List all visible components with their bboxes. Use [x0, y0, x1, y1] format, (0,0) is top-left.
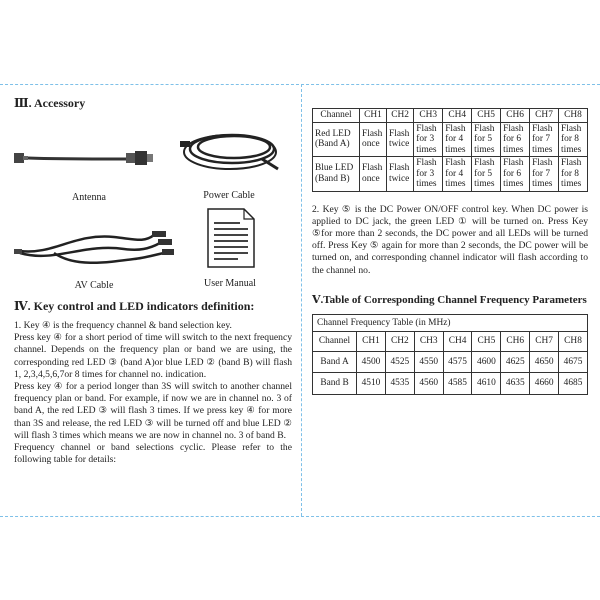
frequency-cell: 4610: [472, 373, 501, 395]
led-table-row-blue: [313, 157, 588, 192]
frequency-table: [312, 314, 588, 395]
frequency-cell: 4600: [472, 351, 501, 373]
led-table-header-cell: CH2: [387, 109, 414, 123]
led-row-label-blue: Blue LED (Band B): [313, 157, 360, 192]
frequency-cell: 4585: [443, 373, 472, 395]
frequency-cell: 4625: [501, 351, 530, 373]
frequency-cell: 4525: [385, 351, 414, 373]
led-table-header-cell: CH8: [559, 109, 588, 123]
accessory-grid: [14, 119, 292, 291]
frequency-header-cell: CH3: [414, 332, 443, 352]
key4-long-press: Press key ④ for a period longer than 3S will switch to another channel frequency plan or band. For example, if now we are in channel no. 3 of band A, the red LED ③ will flash 3 times. If we press key ④ for more than 3S and release, the red LED ③ will be turned off and blue LED ② will flash 3 times which means we are now in channel no. 3 of band B.: [14, 381, 292, 441]
accessory-user-manual: [194, 207, 266, 289]
accessory-label-antenna: Antenna: [72, 192, 106, 203]
led-cell: Flash once: [360, 122, 387, 157]
led-cell: Flash for 7 times: [530, 157, 559, 192]
frequency-cell: 4685: [559, 373, 588, 395]
key4-short-press: Press key ④ for a short period of time will switch to the next frequency channel. Depends on the frequency plan or band we are using, the corresponding red LED ③ (band A)or blue LED ② (band B) will flash 1, 2,3,4,5,6,7or 8 times for channel no. indication.: [14, 332, 292, 380]
frequency-header-cell: CH4: [443, 332, 472, 352]
led-table-header-cell: CH3: [414, 109, 443, 123]
frequency-cell: 4575: [443, 351, 472, 373]
led-table-header-cell: Channel: [313, 109, 360, 123]
frequency-cell: 4650: [530, 351, 559, 373]
accessory-label-av-cable: AV Cable: [74, 280, 114, 291]
frequency-table-heading: Ⅴ.Table of Corresponding Channel Frequency Parameters: [312, 293, 587, 306]
bottom-dashed-rule: [0, 516, 600, 517]
frequency-cell: 4550: [414, 351, 443, 373]
frequency-cell: 4535: [385, 373, 414, 395]
led-indicator-table: [312, 108, 588, 192]
frequency-table-title: Channel Frequency Table (in MHz): [313, 314, 588, 332]
frequency-cell: 4635: [501, 373, 530, 395]
frequency-header-cell: CH1: [357, 332, 386, 352]
av-cable-image: [14, 223, 174, 271]
frequency-table-header-row: [313, 332, 588, 352]
led-cell: Flash for 3 times: [414, 122, 443, 157]
led-table-header-cell: CH1: [360, 109, 387, 123]
led-cell: Flash for 3 times: [414, 157, 443, 192]
frequency-row-band-b: [313, 373, 588, 395]
frequency-cell: 4660: [530, 373, 559, 395]
led-cell: Flash for 4 times: [443, 122, 472, 157]
led-cell: Flash for 4 times: [443, 157, 472, 192]
led-cell: Flash twice: [387, 157, 414, 192]
led-cell: Flash twice: [387, 122, 414, 157]
frequency-row-label: Band A: [313, 351, 357, 373]
power-cable-image: [174, 119, 284, 181]
frequency-header-cell: CH5: [472, 332, 501, 352]
led-table-header-cell: CH7: [530, 109, 559, 123]
accessory-av-cable: [14, 223, 174, 291]
frequency-table-title-row: [313, 314, 588, 332]
led-cell: Flash for 5 times: [472, 122, 501, 157]
antenna-image: [14, 141, 164, 181]
frequency-row-label: Band B: [313, 373, 357, 395]
led-table-row-red: [313, 122, 588, 157]
frequency-header-cell: CH7: [530, 332, 559, 352]
led-cell: Flash for 8 times: [559, 157, 588, 192]
frequency-row-band-a: [313, 351, 588, 373]
accessory-label-power-cable: Power Cable: [203, 190, 255, 201]
frequency-cell: 4500: [357, 351, 386, 373]
led-row-label-red: Red LED (Band A): [313, 122, 360, 157]
right-column: [312, 108, 588, 395]
led-cell: Flash for 6 times: [501, 157, 530, 192]
accessory-power-cable: [174, 119, 284, 201]
user-manual-image: [200, 207, 260, 269]
key-control-heading: Ⅳ. Key control and LED indicators definition:: [14, 299, 255, 313]
frequency-cell: 4510: [357, 373, 386, 395]
frequency-cell: 4675: [559, 351, 588, 373]
frequency-header-cell: CH2: [385, 332, 414, 352]
accessory-heading: Ⅲ. Accessory: [14, 96, 86, 110]
led-table-header-cell: CH4: [443, 109, 472, 123]
led-table-header-cell: CH5: [472, 109, 501, 123]
led-table-header-cell: CH6: [501, 109, 530, 123]
key4-intro: 1. Key ④ is the frequency channel & band selection key.: [14, 320, 232, 331]
key5-description: 2. Key ⑤ is the DC Power ON/OFF control key. When DC power is applied to DC jack, the green LED ① will be turned on. Press Key ⑤for more than 2 seconds, the DC power and all LEDs will be turned off. Press Key ⑤ again for more than 2 seconds, the DC power will be turned on, and corresponding channel indicator will flash according to the channel no.: [312, 203, 588, 276]
band-cycle-note: Frequency channel or band selections cyclic. Please refer to the following table for details:: [14, 442, 292, 466]
accessory-label-user-manual: User Manual: [204, 278, 256, 289]
led-cell: Flash for 5 times: [472, 157, 501, 192]
led-cell: Flash for 6 times: [501, 122, 530, 157]
led-cell: Flash for 7 times: [530, 122, 559, 157]
led-table-header-row: [313, 109, 588, 123]
frequency-header-cell: Channel: [313, 332, 357, 352]
accessory-antenna: [14, 141, 164, 203]
frequency-header-cell: CH8: [559, 332, 588, 352]
column-divider: [301, 84, 302, 516]
frequency-header-cell: CH6: [501, 332, 530, 352]
frequency-cell: 4560: [414, 373, 443, 395]
top-dashed-rule: [0, 84, 600, 85]
left-column: [14, 96, 292, 466]
led-cell: Flash once: [360, 157, 387, 192]
led-cell: Flash for 8 times: [559, 122, 588, 157]
